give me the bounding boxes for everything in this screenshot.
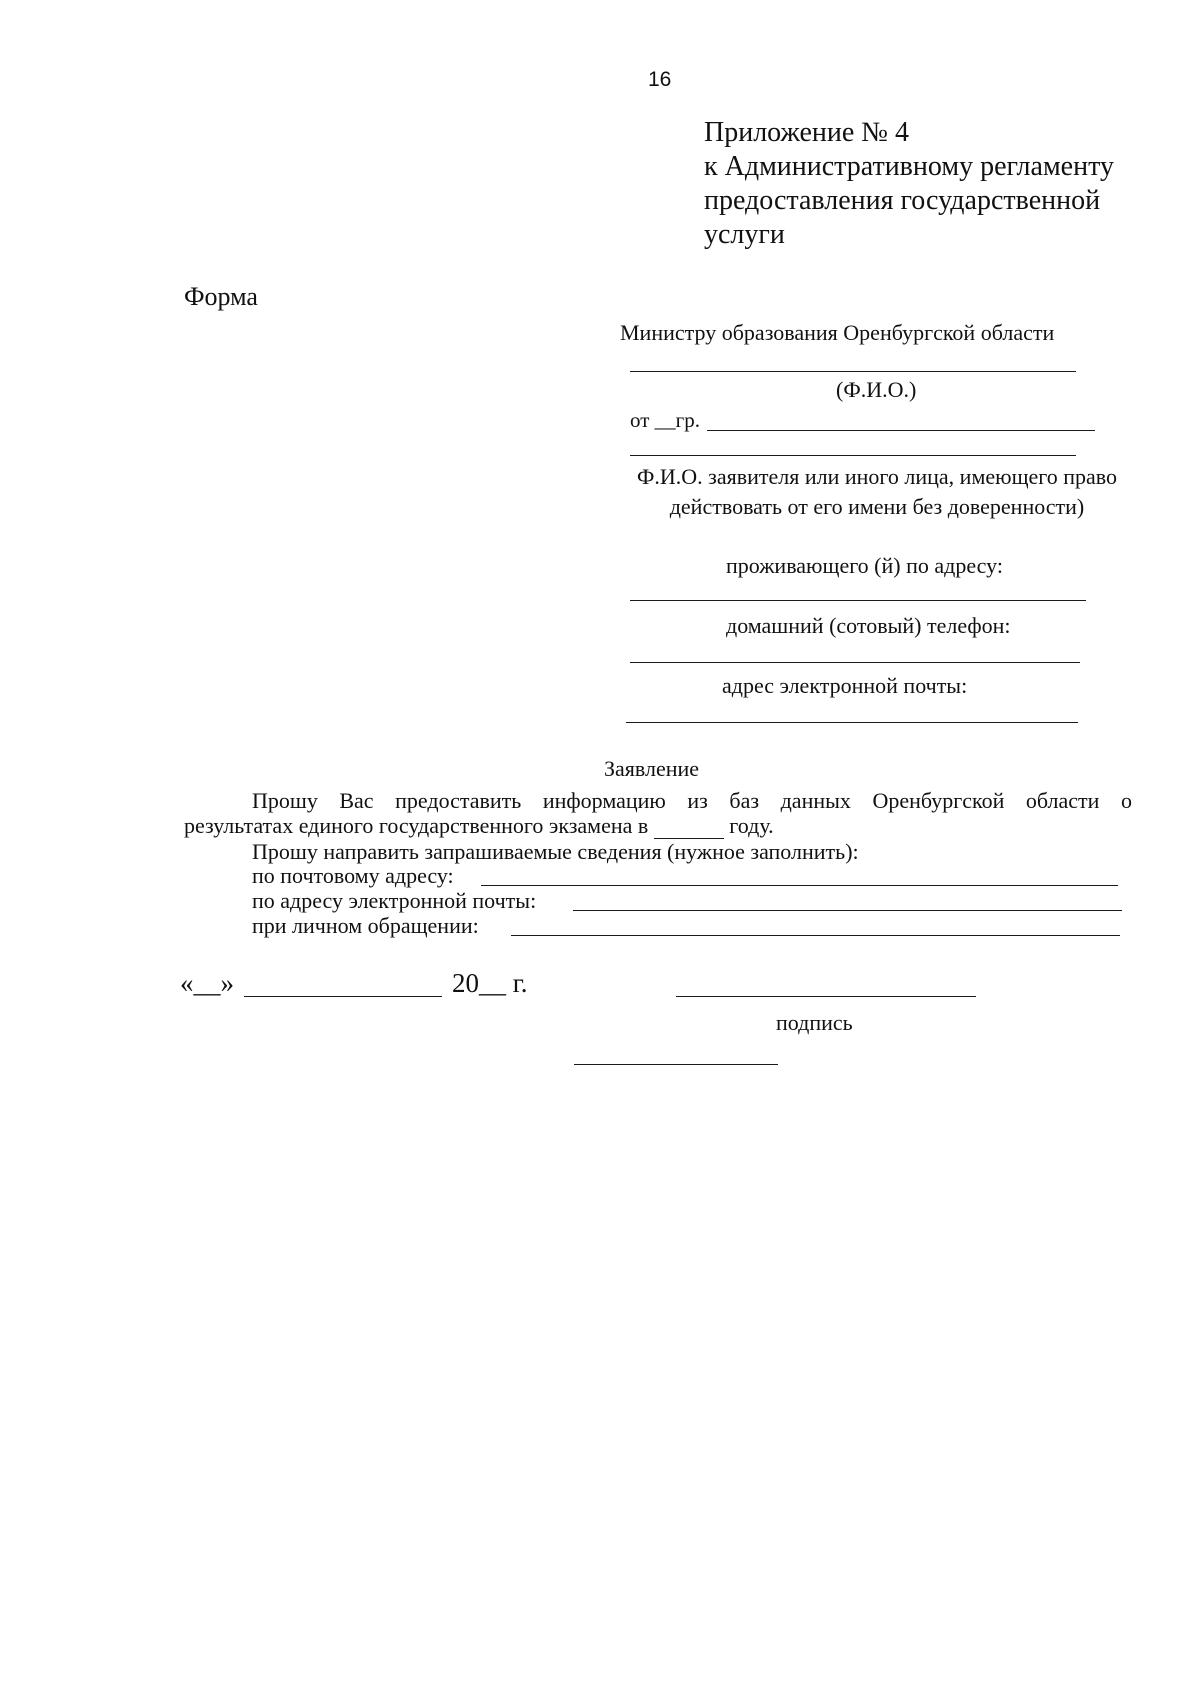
appendix-number: Приложение № 4 xyxy=(704,117,909,148)
address-line[interactable] xyxy=(630,600,1086,601)
from-name-line-2[interactable] xyxy=(630,455,1076,456)
option-personal-label: при личном обращении: xyxy=(252,913,479,938)
date-day: «__» xyxy=(180,968,234,998)
option-postal-label: по почтовому адресу: xyxy=(252,863,454,888)
statement-line-2-end: году. xyxy=(729,813,774,838)
from-prefix: от __гр. xyxy=(630,408,701,432)
phone-line[interactable] xyxy=(630,662,1080,663)
residing-label: проживающего (й) по адресу: xyxy=(726,553,1003,578)
from-name-line[interactable] xyxy=(707,430,1095,431)
date-year: 20__ г. xyxy=(452,968,528,998)
signature-field[interactable] xyxy=(676,996,976,997)
fio-caption: (Ф.И.О.) xyxy=(836,377,917,402)
option-email-label: по адресу электронной почты: xyxy=(252,888,537,913)
statement-line-2-text: результатах единого государственного экзамена в xyxy=(184,813,649,838)
exam-year-field[interactable] xyxy=(654,813,724,839)
applicant-caption: Ф.И.О. заявителя или иного лица, имеющего право действовать от его имени без доверенности) xyxy=(636,464,1118,519)
statement-line-3: Прошу направить запрашиваемые сведения (нужное заполнить): xyxy=(252,839,859,864)
email-line[interactable] xyxy=(626,722,1078,723)
appendix-header xyxy=(704,116,1114,252)
statement-paragraph-1 xyxy=(184,788,1132,864)
minister-name-line[interactable] xyxy=(630,371,1076,372)
statement-title: Заявление xyxy=(604,756,700,781)
addressee-to: Министру образования Оренбургской области xyxy=(620,320,1055,345)
page-number: 16 xyxy=(648,68,672,91)
decipher-line[interactable] xyxy=(574,1064,778,1065)
form-label: Форма xyxy=(184,282,258,311)
statement-line-1: Прошу Вас предоставить информацию из баз данных Оренбургской области о xyxy=(252,788,1132,813)
phone-label: домашний (сотовый) телефон: xyxy=(726,613,1011,638)
appendix-line-2: к Административному регламенту xyxy=(704,151,1114,182)
appendix-line-4: услуги xyxy=(704,219,785,250)
signature-caption: подпись xyxy=(776,1010,853,1035)
statement-line-2 xyxy=(184,813,1132,839)
postal-address-field[interactable] xyxy=(481,885,1118,886)
date-month-field[interactable] xyxy=(244,996,442,997)
appendix-line-3: предоставления государственной xyxy=(704,185,1101,216)
email-address-field[interactable] xyxy=(573,910,1122,911)
email-label: адрес электронной почты: xyxy=(722,673,968,698)
personal-visit-field[interactable] xyxy=(511,935,1120,936)
